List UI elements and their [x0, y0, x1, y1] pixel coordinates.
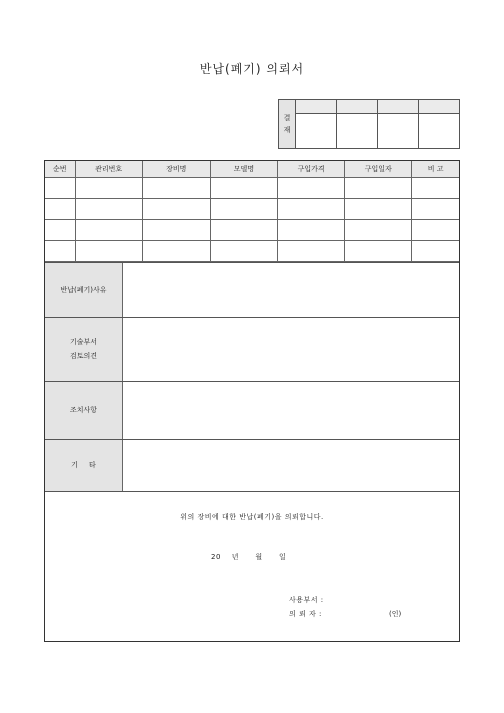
table-cell[interactable]	[278, 177, 345, 198]
request-form	[44, 160, 460, 642]
table-cell[interactable]	[412, 177, 459, 198]
action-label: 조치사항	[45, 382, 123, 439]
table-cell[interactable]	[345, 219, 412, 240]
table-cell[interactable]	[75, 177, 142, 198]
approval-slot-header	[419, 100, 460, 114]
requester-label: 의 뢰 자 :	[289, 609, 322, 618]
review-label	[45, 318, 123, 381]
table-cell[interactable]	[345, 198, 412, 219]
table-cell[interactable]	[210, 240, 277, 261]
table-row	[45, 198, 459, 219]
table-cell[interactable]	[210, 219, 277, 240]
table-cell[interactable]	[142, 177, 210, 198]
action-field[interactable]	[123, 382, 459, 439]
header-seq: 순번	[45, 161, 75, 177]
approval-signature-cell[interactable]	[378, 114, 419, 149]
review-section	[45, 317, 459, 381]
approval-signature-cell[interactable]	[419, 114, 460, 149]
table-cell[interactable]	[142, 240, 210, 261]
reason-field[interactable]	[123, 263, 459, 317]
table-cell[interactable]	[45, 177, 75, 198]
table-cell[interactable]	[345, 240, 412, 261]
approval-slot-header	[296, 100, 337, 114]
items-header-row	[45, 161, 459, 177]
table-cell[interactable]	[75, 240, 142, 261]
review-field[interactable]	[123, 318, 459, 381]
header-asset-number: 관리번호	[75, 161, 142, 177]
reason-section	[45, 262, 459, 317]
header-purchase-price: 구입가격	[278, 161, 345, 177]
table-cell[interactable]	[45, 240, 75, 261]
header-model-name: 모델명	[210, 161, 277, 177]
user-department-label: 사용부서 :	[289, 595, 324, 604]
approval-label	[279, 100, 296, 149]
header-remarks: 비 고	[412, 161, 459, 177]
other-label: 기 타	[45, 440, 123, 491]
review-label-line2: 검토의견	[69, 352, 98, 360]
other-field[interactable]	[123, 440, 459, 491]
table-cell[interactable]	[278, 198, 345, 219]
table-row	[45, 177, 459, 198]
table-cell[interactable]	[45, 219, 75, 240]
table-cell[interactable]	[142, 219, 210, 240]
approval-label-line2: 재	[283, 126, 291, 134]
table-cell[interactable]	[75, 198, 142, 219]
approval-signature-cell[interactable]	[296, 114, 337, 149]
approval-slot-header	[337, 100, 378, 114]
table-cell[interactable]	[278, 240, 345, 261]
review-label-line1: 기술부서	[69, 338, 98, 346]
declaration-statement: 위의 장비에 대한 반납(폐기)을 의뢰합니다.	[180, 512, 324, 521]
approval-slot-header	[378, 100, 419, 114]
approval-signature-cell[interactable]	[337, 114, 378, 149]
items-table	[45, 161, 459, 262]
table-cell[interactable]	[210, 198, 277, 219]
table-cell[interactable]	[45, 198, 75, 219]
header-equipment-name: 장비명	[142, 161, 210, 177]
approval-box	[278, 99, 460, 149]
table-cell[interactable]	[412, 219, 459, 240]
table-cell[interactable]	[210, 177, 277, 198]
table-cell[interactable]	[278, 219, 345, 240]
declaration-date[interactable]: 20 년 월 일	[211, 552, 287, 561]
table-cell[interactable]	[412, 198, 459, 219]
table-cell[interactable]	[345, 177, 412, 198]
table-cell[interactable]	[412, 240, 459, 261]
other-section	[45, 439, 459, 491]
table-row	[45, 219, 459, 240]
approval-label-line1: 결	[283, 114, 291, 122]
document-title: 반납(폐기) 의뢰서	[199, 62, 305, 76]
declaration-section	[45, 491, 459, 639]
header-purchase-date: 구입일자	[345, 161, 412, 177]
table-cell[interactable]	[142, 198, 210, 219]
action-section	[45, 381, 459, 439]
seal-mark: (인)	[389, 609, 402, 618]
table-row	[45, 240, 459, 261]
table-cell[interactable]	[75, 219, 142, 240]
reason-label: 반납(폐기)사유	[45, 263, 123, 317]
